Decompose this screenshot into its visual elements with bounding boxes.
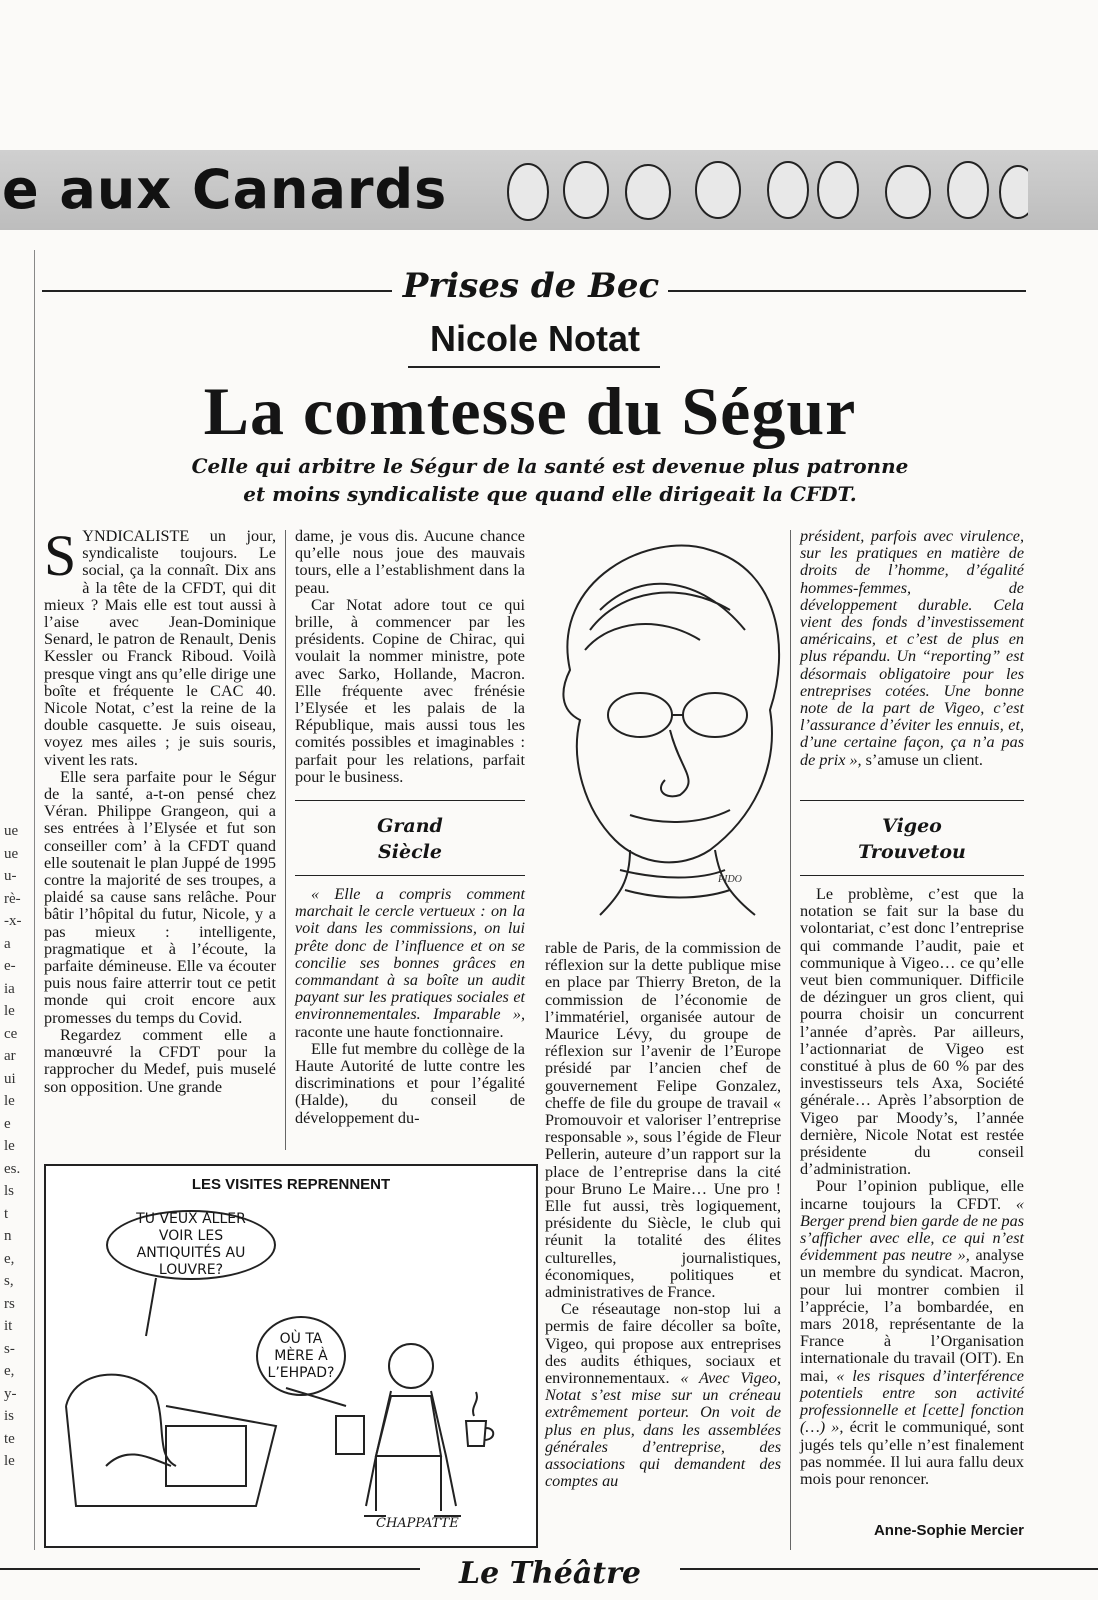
margin-fragment: it: [4, 1318, 13, 1334]
article-column-2-continued: [295, 886, 525, 1127]
banner-title: e aux Canards: [2, 158, 448, 221]
col4-p3-a: Pour l’opinion publique, elle incarne toujours la CFDT.: [800, 1177, 1024, 1213]
margin-fragment: ui: [4, 1070, 16, 1087]
article-kicker: Nicole Notat: [429, 318, 641, 359]
cartoon-speech-bubble-1: TU VEUX ALLER VOIR LES ANTIQUITÉS AU LOUVRE?: [106, 1210, 276, 1280]
margin-fragment: le: [4, 1138, 15, 1154]
rubric-rule-right: [668, 290, 1026, 292]
subhead-vigeo: Vigeo: [882, 815, 942, 837]
illustration-signature: PIDO: [718, 874, 742, 885]
margin-fragment: a: [4, 935, 11, 952]
col4-p3-b: analyse un membre du syndicat. Macron, pour lui montrer combien il l’apprécie, l’a bombardée, en mars 2018, représentante de la France à l’Organisation internationale du travail (OIT). En mai,: [800, 1246, 1024, 1385]
subhead-rule-grand-siecle-bottom: [295, 875, 525, 876]
margin-fragment: n: [4, 1228, 12, 1244]
margin-fragment: le: [4, 1453, 15, 1469]
margin-fragment: te: [4, 1430, 15, 1447]
cartoon-signature: CHAPPATTE: [376, 1516, 459, 1531]
standfirst-line-1: Celle qui arbitre le Ségur de la santé est devenue plus patronne: [191, 454, 909, 478]
rubric-title: Prises de Bec: [402, 266, 660, 306]
col4-quote-2: « Berger prend bien garde de ne pas s’afficher avec elle, ce qui n’est évidemment pas neutre »,: [800, 1194, 1024, 1265]
col3-paragraph-2: Ce réseautage non-stop lui a permis de faire décoller sa boîte, Vigeo, qui propose aux entreprises des audits éthiques, sociaux et environnementaux.: [545, 1300, 781, 1388]
margin-fragment: ue: [4, 845, 19, 862]
cartoon-drawing: [46, 1166, 536, 1546]
margin-fragment: e: [4, 1115, 11, 1132]
margin-fragment: e,: [4, 1363, 15, 1379]
subhead-rule-grand-siecle: [295, 800, 525, 801]
col1-paragraph-2: Elle sera parfaite pour le Ségur de la santé, a-t-on pensé chez Véran. Philippe Grangeon, qui a ses entrées à l’Elysée et fut son conseiller com’ à la CFDT quand elle soutenait le plan Juppé de 1995 contre la majorité de ses troupes, a plaidé sa cause sans relâche. Pour bâtir l’hôpital du futur, Nicole, y a pas mieux : intelligente, pragmatique et à l’écoute, la parfaite démineuse. Elle va écouter puis nous faire atterrir tout ce petit monde qui croit encore aux promesses du temps du Covid.: [44, 767, 276, 1027]
margin-fragment: t: [4, 1205, 9, 1222]
margin-fragment: u-: [4, 868, 17, 884]
article-column-2: [295, 528, 525, 786]
col4-quote: président, parfois avec virulence, sur les pratiques en matière de droits de l’homme, d’égalité hommes-femmes, de développement durable. Cela vient des fonds d’investissement américains, et c’est de plus en plus répandu. Un “reporting” est désormais obligatoire pour les entreprises cotées. Une bonne note de la part de Vigeo, c’est l’assurance d’éviter les ennuis, et, d’une certaine façon, ça n’a pas de prix »,: [800, 527, 1024, 769]
margin-fragment: ue: [4, 823, 19, 839]
subhead-rule-vigeo: [800, 800, 1024, 801]
article-headline: La comtesse du Ségur: [203, 373, 857, 449]
margin-fragment: e-: [4, 958, 16, 974]
column-rule-1: [285, 530, 286, 1150]
margin-fragment: le: [4, 1003, 15, 1019]
col2-paragraph-4: Elle fut membre du collège de la Haute Autorité de lutte contre les discriminations et pour l’égalité (Halde), du conseil de développement du-: [295, 1039, 525, 1127]
margin-fragment: e,: [4, 1250, 15, 1267]
margin-fragment: -x-: [4, 913, 22, 929]
margin-fragment: s,: [4, 1273, 14, 1289]
margin-fragment: is: [4, 1408, 15, 1424]
subhead-grand: Grand: [377, 815, 443, 837]
subhead-rule-vigeo-bottom: [800, 875, 1024, 876]
margin-fragment: ls: [4, 1183, 15, 1199]
article-column-3: [545, 940, 781, 1491]
subhead-trouvetou: Trouvetou: [858, 841, 966, 863]
article-column-4-continued: [800, 886, 1024, 1488]
margin-fragment: rè-: [4, 890, 21, 907]
article-column-1: [44, 523, 276, 1096]
col2-paragraph-2: Car Notat adore tout ce qui brille, à commencer par les présidents. Copine de Chirac, qui voulait la nommer ministre, pote avec Sarko, Hollande, Macron. Elle fréquente avec frénésie l’Elysée et les palais de la République, mais aussi tous les comités possibles et imaginables : parfait pour les relations, parfait pour le business.: [295, 595, 525, 786]
drop-cap: S: [44, 523, 77, 588]
col3-paragraph-1: rable de Paris, de la commission de réflexion sur la dette publique mise en place par Thierry Breton, de la commission de l’économie de l’immatériel, organisée autour de Maurice Lévy, du groupe de réflexion sur l’avenir de l’Europe présidé par l’ancien chef de gouvernement Felipe Gonzalez, cheffe de file du groupe de travail « Promouvoir et valoriser l’entreprise responsable », sous l’égide de Fleur Pellerin, auteure d’un rapport sur la place de l’entreprise dans la cité pour Bruno Le Maire… Une pro ! Elle fut aussi, très logiquement, présidente du Siècle, le club qui réunit la totalité des élites culturelles, journalistiques, économiques, politiques et administratives de France.: [545, 939, 781, 1302]
col1-paragraph-1: YNDICALISTE un jour, syndicaliste toujours. Le social, ça la connaît. Dix ans à la tête de la CFDT, qui dit mieux ? Mais elle est tout aussi à l’aise avec Jean-Dominique Senard, le patron de Renault, Denis Kessler ou Franck Riboud. Voilà presque vingt ans qu’elle dirige une boîte et fréquente le CAC 40. Nicole Notat, c’est la reine de la double casquette. Je suis oiseau, voyez mes ailes ; je suis souris, vivent les rats.: [44, 527, 276, 769]
margin-fragment: ia: [4, 980, 15, 997]
margin-fragment: s-: [4, 1340, 15, 1357]
left-margin-fragments: [4, 820, 30, 1473]
subhead-grand-siecle: [295, 813, 525, 865]
col2-quote-attribution: raconte une haute fonctionnaire.: [295, 1022, 504, 1041]
col2-quote: « Elle a compris comment marchait le cercle vertueux : on la voit dans les commissions, on lui prête donc de l’influence et on se concilie ses bonnes grâces en commandant à sa boîte un audit payant sur les pratiques sociales et environnementales. Imparable »,: [295, 885, 525, 1024]
article-byline: Anne-Sophie Mercier: [873, 1522, 1024, 1539]
margin-fragment: es.: [4, 1160, 21, 1177]
rubric-rule-left: [42, 290, 392, 292]
footer-rule-right: [680, 1568, 1098, 1570]
margin-fragment: ce: [4, 1025, 18, 1042]
col3-quote: « Avec Vigeo, Notat s’est mise sur un créneau extrêmement porteur. On voit de plus en plus, dans les assemblées générales d’entreprise, des associations qui demandent des comptes au: [545, 1369, 781, 1491]
col4-quote-3: « les risques d’interférence potentiels entre son activité professionnelle et [cette] fonction (…) »,: [800, 1366, 1024, 1437]
col4-quote-attribution: s’amuse un client.: [861, 750, 983, 769]
cartoon-panel: [44, 1164, 538, 1548]
left-page-edge: [34, 250, 35, 1550]
col2-paragraph-1: dame, je vous dis. Aucune chance qu’elle nous joue des mauvais tours, elle a l’establishment dans la peau.: [295, 527, 525, 597]
article-standfirst: [60, 452, 1040, 508]
subhead-vigeo-trouvetou: [800, 813, 1024, 865]
margin-fragment: rs: [4, 1295, 15, 1312]
caricature-portrait-illustration: [530, 520, 795, 930]
article-column-4: [800, 528, 1024, 769]
cartoon-title: LES VISITES REPRENNENT: [191, 1176, 391, 1193]
margin-fragment: y-: [4, 1385, 17, 1402]
caricature-strip-illustration: [498, 150, 1028, 230]
cartoon-speech-bubble-2: OÙ TA MÈRE À L’EHPAD?: [256, 1316, 346, 1396]
col1-paragraph-3: Regardez comment elle a manœuvré la CFDT pour la rapprocher du Medef, puis muselé son opposition. Une grande: [44, 1025, 276, 1096]
margin-fragment: ar: [4, 1048, 16, 1064]
col4-p3-c: écrit le communiqué, sont jugés tels qu’elle n’est finalement pas nommée. Il lui aura fallu deux mois pour renoncer.: [800, 1418, 1024, 1488]
col4-paragraph-2: Le problème, c’est que la notation se fait sur la base du volontariat, c’est donc l’entreprise qui commande l’audit, paie et communique à Vigeo… ce qu’elle veut bien communiquer. Difficile de dézinguer un gros client, qui pourra choisir un concurrent l’année d’après. Par ailleurs, l’actionnariat de Vigeo est constitué à plus de 60 % par des investisseurs tels Axa, Société générale… Après l’absorption de Vigeo par Moody’s, l’année dernière, Nicole Notat est restée présidente du conseil d’administration.: [800, 885, 1024, 1179]
footer-section-title: Le Théâtre: [458, 1556, 642, 1591]
kicker-underline: [408, 366, 660, 368]
subhead-siecle: Siècle: [378, 841, 442, 863]
standfirst-line-2: et moins syndicaliste que quand elle dirigeait la CFDT.: [243, 482, 857, 506]
footer-rule-left: [0, 1568, 420, 1570]
margin-fragment: le: [4, 1093, 15, 1109]
